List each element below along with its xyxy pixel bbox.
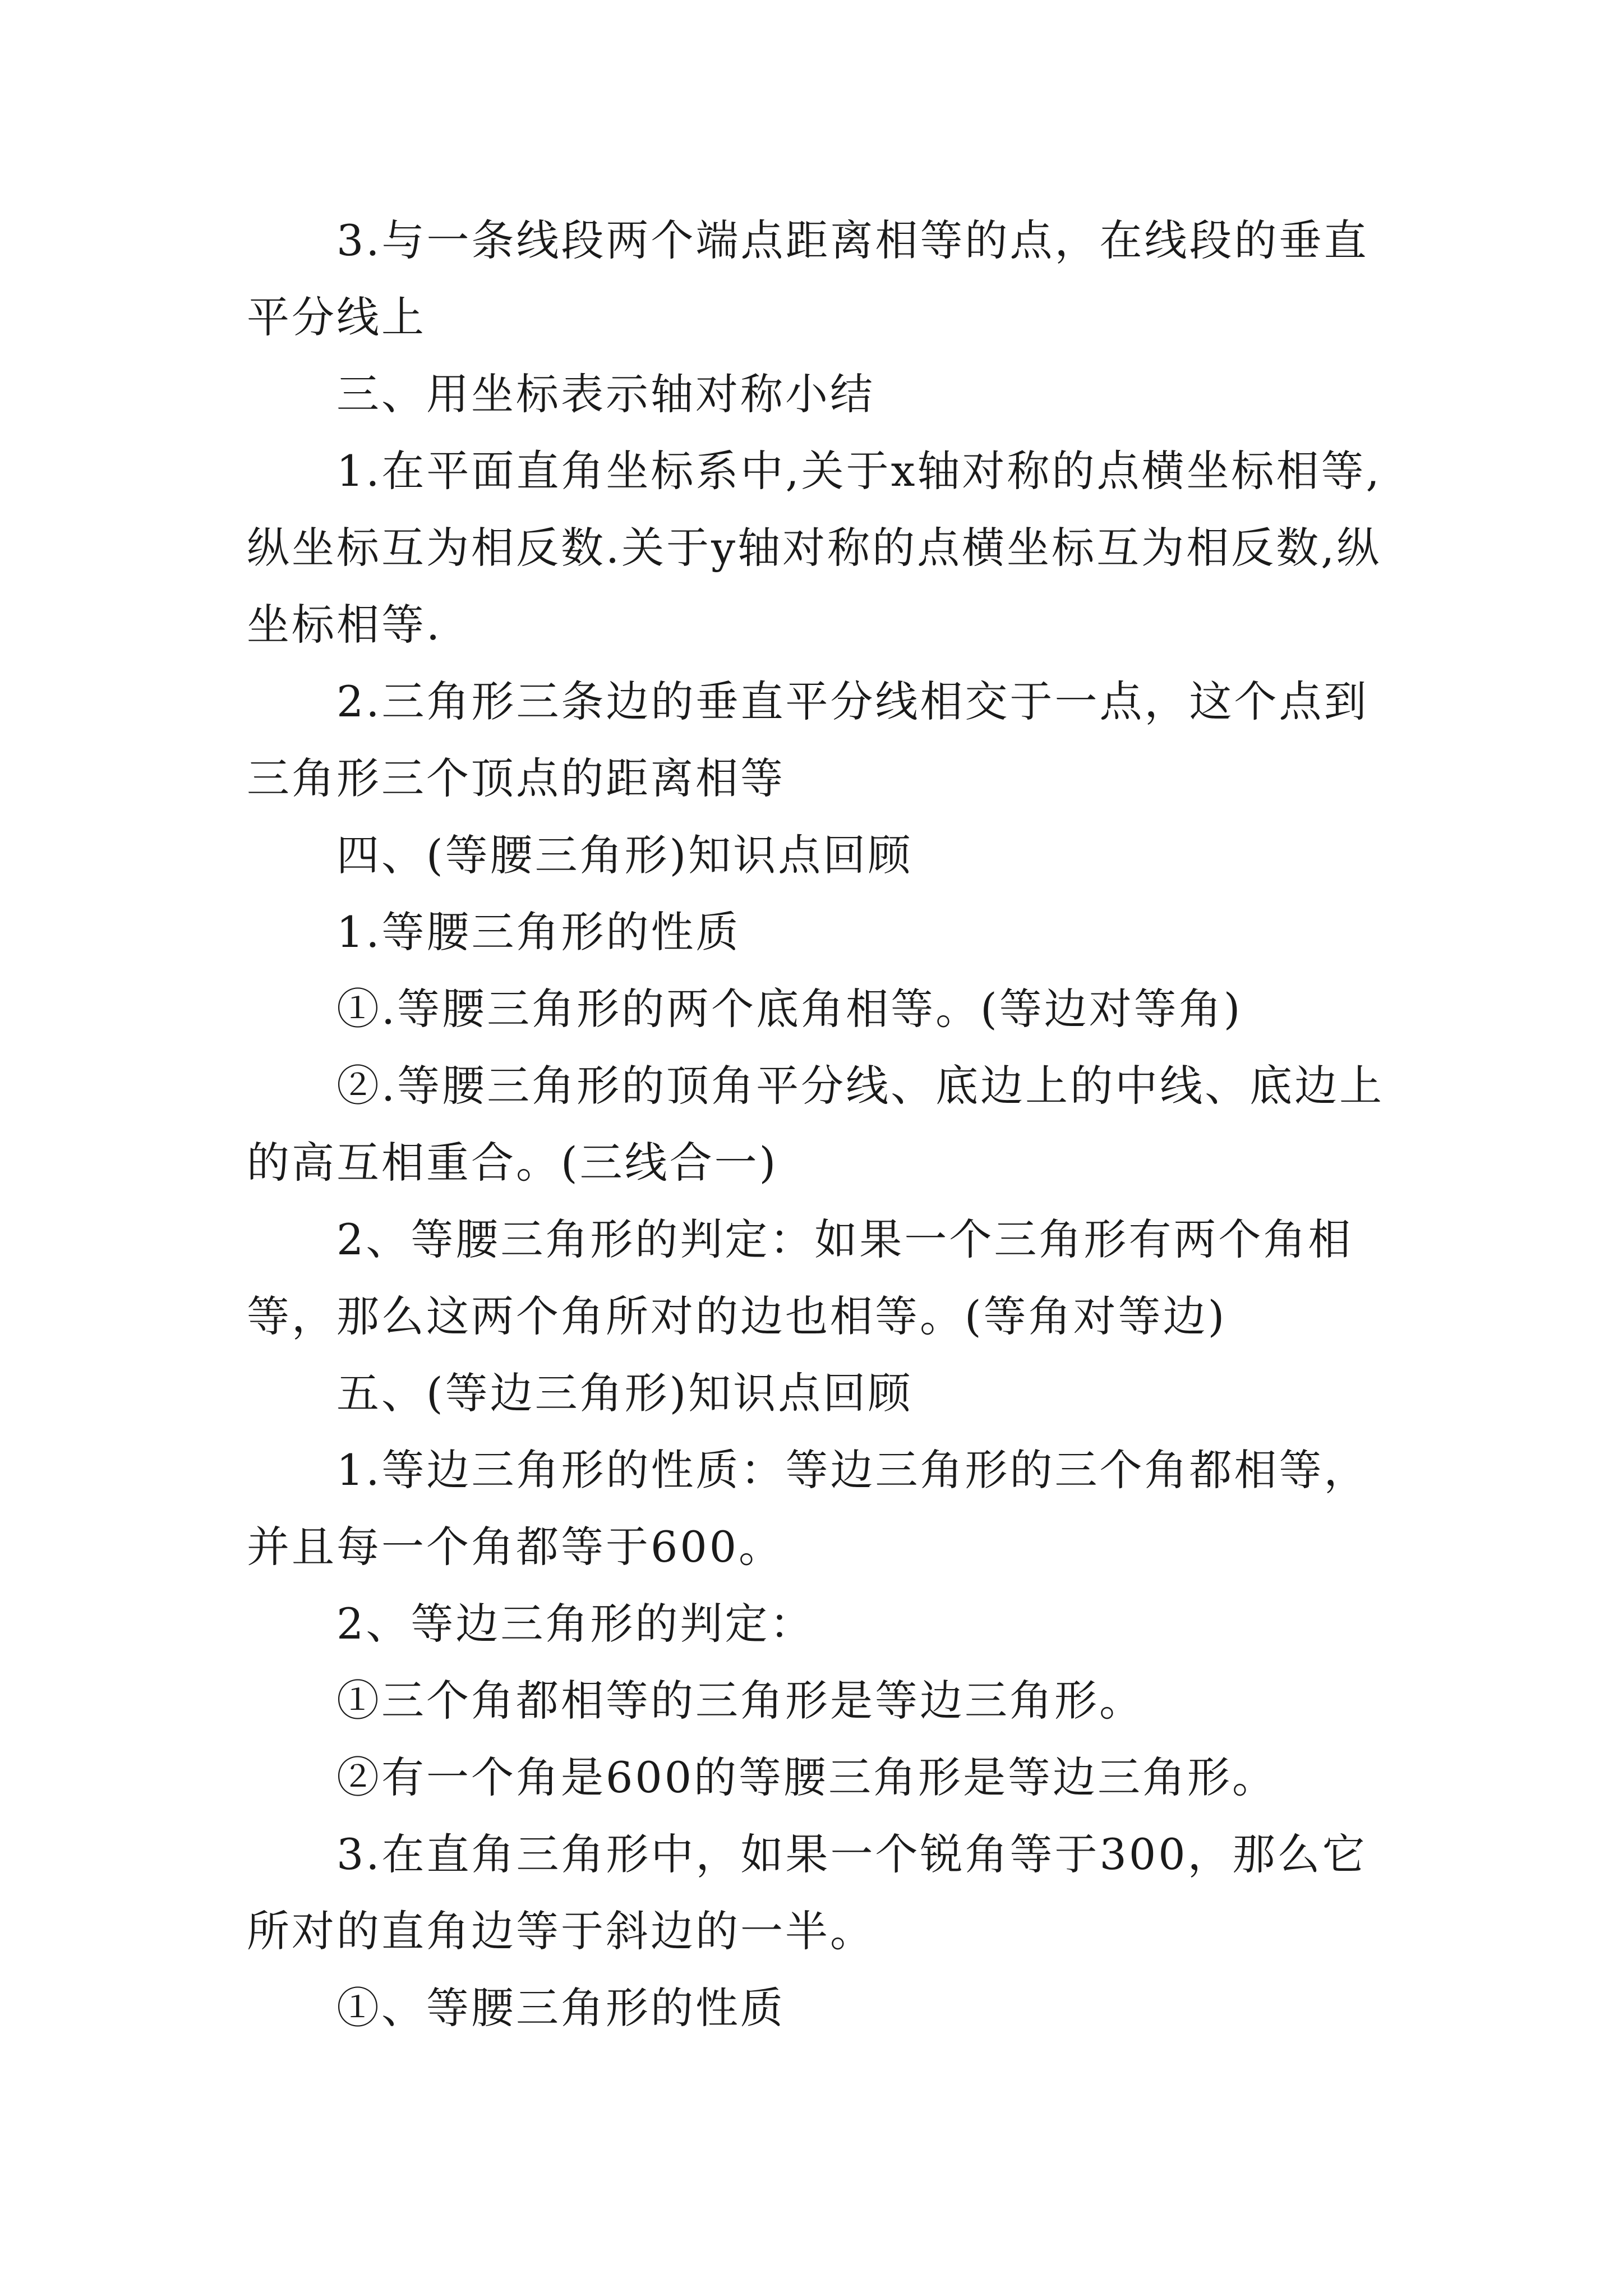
paragraph-isosceles-properties-title: 1.等腰三角形的性质 <box>336 907 741 957</box>
paragraph-perpendicular-bisector-point: 3.与一条线段两个端点距离相等的点，在线段的垂直平分线上 <box>247 215 1369 342</box>
section-heading-isosceles-triangle: 四、(等腰三角形)知识点回顾 <box>336 830 913 880</box>
paragraph-axis-symmetry-coordinates: 1.在平面直角坐标系中,关于x轴对称的点横坐标相等,纵坐标互为相反数.关于y轴对称的点横坐标互为相反数,纵坐标相等. <box>247 446 1382 650</box>
section-heading-equilateral-triangle: 五、(等边三角形)知识点回顾 <box>336 1368 913 1418</box>
paragraph-isosceles-properties-again: ①、等腰三角形的性质 <box>336 1983 785 2033</box>
paragraph-equilateral-determination-title: 2、等边三角形的判定： <box>336 1599 815 1649</box>
paragraph-right-triangle-30: 3.在直角三角形中，如果一个锐角等于300，那么它所对的直角边等于斜边的一半。 <box>247 1829 1367 1956</box>
paragraph-isosceles-determination: 2、等腰三角形的判定：如果一个三角形有两个角相等，那么这两个角所对的边也相等。(等角对等边) <box>247 1214 1353 1341</box>
document-body <box>247 202 1391 2046</box>
paragraph-isosceles-three-lines: ②.等腰三角形的顶角平分线、底边上的中线、底边上的高互相重合。(三线合一) <box>247 1061 1385 1188</box>
paragraph-triangle-bisectors: 2.三角形三条边的垂直平分线相交于一点，这个点到三角形三个顶点的距离相等 <box>247 677 1369 803</box>
paragraph-equilateral-one-angle: ②有一个角是600的等腰三角形是等边三角形。 <box>336 1752 1278 1802</box>
section-heading-coordinates-symmetry: 三、用坐标表示轴对称小结 <box>336 369 875 419</box>
paragraph-equilateral-three-angles: ①三个角都相等的三角形是等边三角形。 <box>336 1676 1144 1726</box>
paragraph-equilateral-properties: 1.等边三角形的性质：等边三角形的三个角都相等，并且每一个角都等于600。 <box>247 1445 1369 1572</box>
paragraph-isosceles-base-angles: ①.等腰三角形的两个底角相等。(等边对等角) <box>336 984 1243 1034</box>
